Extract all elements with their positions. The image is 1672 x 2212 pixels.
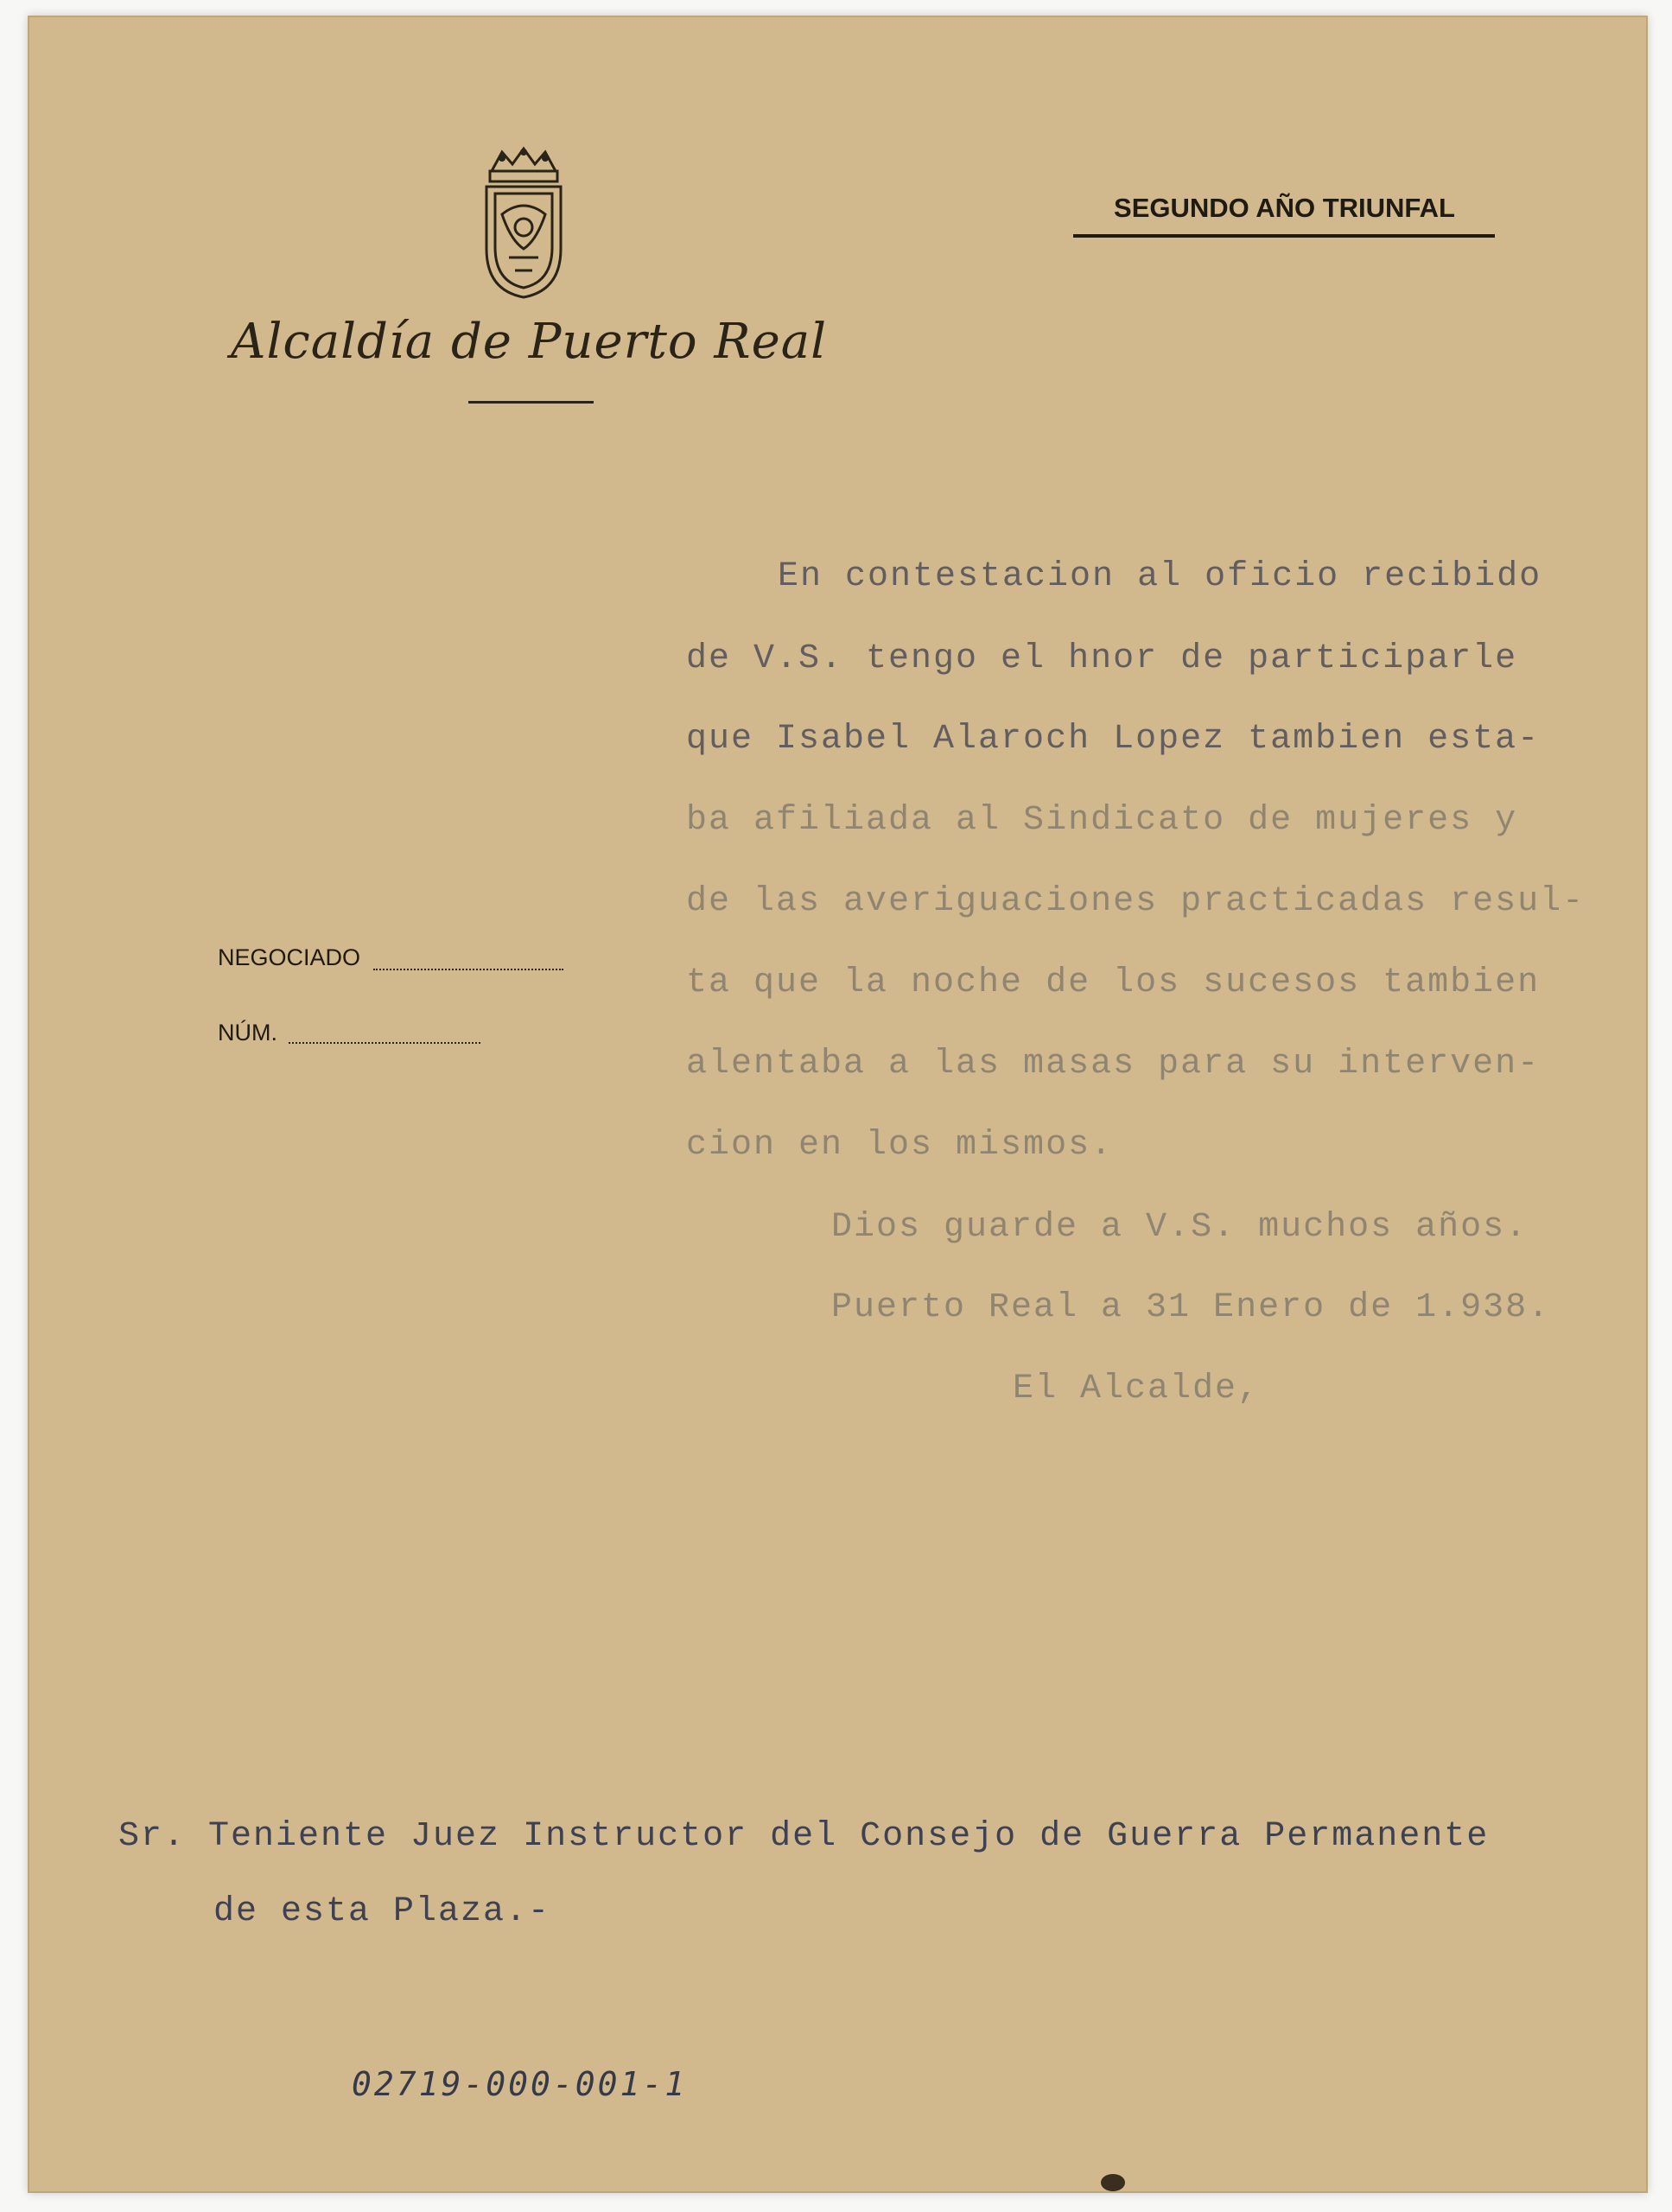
year-heading-rule [1073,234,1495,238]
body-line-6: ta que la noche de los sucesos tambien [686,963,1541,1002]
year-heading: SEGUNDO AÑO TRIUNFAL [1114,193,1455,223]
body-line-8: cion en los mismos. [686,1126,1114,1165]
addressee-line-2: de esta Plaza.- [213,1892,551,1931]
letterhead-rule [468,401,594,404]
body-line-7: alentaba a las masas para su interven- [686,1045,1541,1084]
negociado-field [373,969,563,970]
body-line-1: En contestacion al oficio recibido [778,557,1542,596]
punch-hole [1101,2174,1125,2191]
num-field [289,1042,480,1044]
body-line-3: que Isabel Alaroch Lopez tambien esta- [686,720,1541,759]
document-page [28,16,1648,2193]
letterhead-title: Alcaldía de Puerto Real [231,314,828,370]
negociado-label: NEGOCIADO [218,944,361,970]
num-label: NÚM. [218,1020,277,1046]
body-line-2: de V.S. tengo el hnor de participarle [686,639,1518,678]
addressee-line-1: Sr. Teniente Juez Instructor del Consejo de Guerra Permanente [118,1817,1490,1856]
archive-number: 02719-000-001-1 [352,2065,688,2103]
signature-title: El Alcalde, [1013,1370,1261,1408]
closing-line: Dios guarde a V.S. muchos años. [831,1208,1529,1247]
place-date-line: Puerto Real a 31 Enero de 1.938. [831,1288,1551,1327]
body-line-4: ba afiliada al Sindicato de mujeres y [686,801,1518,840]
body-line-5: de las averiguaciones practicadas resul- [686,882,1586,921]
coat-of-arms-icon [476,145,571,301]
